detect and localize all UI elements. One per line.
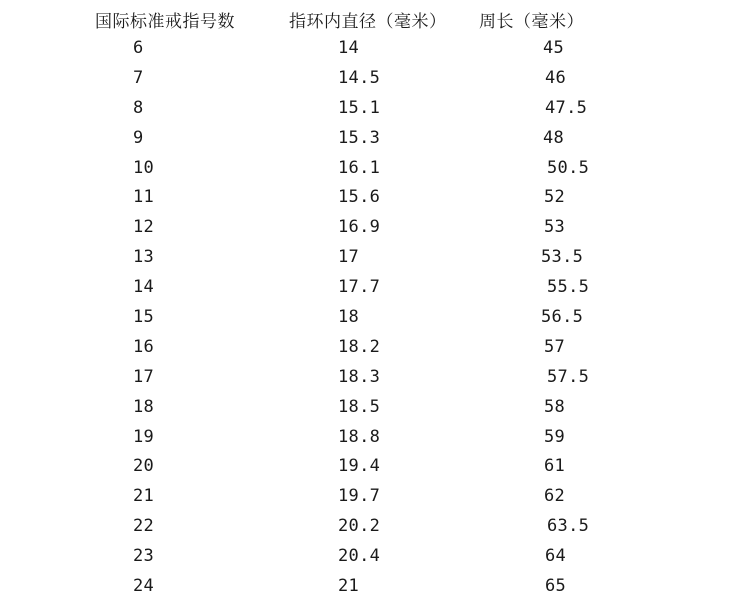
cell-circumference: 62 xyxy=(544,486,566,507)
table-row xyxy=(0,217,750,247)
cell-inner-diameter: 15.3 xyxy=(338,127,381,148)
cell-inner-diameter: 15.1 xyxy=(338,97,381,118)
cell-inner-diameter: 20.2 xyxy=(338,516,381,537)
table-row xyxy=(0,367,750,397)
cell-ring-size: 14 xyxy=(133,277,155,298)
cell-inner-diameter: 17.7 xyxy=(338,277,381,298)
cell-ring-size: 21 xyxy=(133,486,155,507)
cell-ring-size: 9 xyxy=(133,127,144,148)
table-row xyxy=(0,187,750,217)
cell-ring-size: 13 xyxy=(133,247,155,268)
table-row xyxy=(0,516,750,546)
header-circumference: 周长（毫米） xyxy=(479,12,584,32)
cell-ring-size: 16 xyxy=(133,336,155,357)
cell-circumference: 45 xyxy=(543,38,565,58)
table-row xyxy=(0,68,750,98)
cell-ring-size: 8 xyxy=(133,97,144,118)
cell-ring-size: 6 xyxy=(133,38,144,58)
table-row xyxy=(0,576,750,606)
table-row xyxy=(0,307,750,337)
cell-circumference: 50.5 xyxy=(547,157,590,178)
cell-ring-size: 20 xyxy=(133,456,155,477)
cell-circumference: 46 xyxy=(545,67,567,88)
table-row xyxy=(0,397,750,427)
table-row xyxy=(0,486,750,516)
cell-circumference: 53 xyxy=(544,217,566,238)
cell-ring-size: 24 xyxy=(133,576,155,597)
cell-inner-diameter: 14 xyxy=(338,38,360,58)
cell-circumference: 52 xyxy=(544,187,566,208)
cell-circumference: 48 xyxy=(543,127,565,148)
cell-ring-size: 18 xyxy=(133,396,155,417)
cell-inner-diameter: 17 xyxy=(338,247,360,268)
cell-circumference: 53.5 xyxy=(541,247,584,268)
cell-inner-diameter: 18.3 xyxy=(338,366,381,387)
cell-ring-size: 17 xyxy=(133,366,155,387)
cell-circumference: 63.5 xyxy=(547,516,590,537)
cell-circumference: 64 xyxy=(545,546,567,567)
cell-circumference: 58 xyxy=(544,396,566,417)
cell-inner-diameter: 18.8 xyxy=(338,426,381,447)
table-row xyxy=(0,158,750,188)
cell-ring-size: 12 xyxy=(133,217,155,238)
cell-ring-size: 11 xyxy=(133,187,155,208)
cell-inner-diameter: 18 xyxy=(338,307,360,328)
cell-circumference: 65 xyxy=(545,576,567,597)
cell-inner-diameter: 18.5 xyxy=(338,396,381,417)
cell-ring-size: 23 xyxy=(133,546,155,567)
cell-ring-size: 22 xyxy=(133,516,155,537)
cell-circumference: 55.5 xyxy=(547,277,590,298)
cell-ring-size: 10 xyxy=(133,157,155,178)
table-row xyxy=(0,456,750,486)
table-body xyxy=(0,38,750,606)
table-row xyxy=(0,546,750,576)
cell-inner-diameter: 16.9 xyxy=(338,217,381,238)
cell-ring-size: 19 xyxy=(133,426,155,447)
cell-circumference: 47.5 xyxy=(545,97,588,118)
cell-inner-diameter: 20.4 xyxy=(338,546,381,567)
table-row xyxy=(0,277,750,307)
cell-circumference: 57 xyxy=(544,336,566,357)
cell-inner-diameter: 19.7 xyxy=(338,486,381,507)
table-row xyxy=(0,247,750,277)
cell-circumference: 57.5 xyxy=(547,366,590,387)
cell-inner-diameter: 18.2 xyxy=(338,336,381,357)
cell-circumference: 61 xyxy=(544,456,566,477)
table-row xyxy=(0,427,750,457)
cell-inner-diameter: 21 xyxy=(338,576,360,597)
table-row xyxy=(0,98,750,128)
cell-ring-size: 7 xyxy=(133,67,144,88)
table-row xyxy=(0,128,750,158)
cell-circumference: 56.5 xyxy=(541,307,584,328)
cell-inner-diameter: 16.1 xyxy=(338,157,381,178)
cell-inner-diameter: 15.6 xyxy=(338,187,381,208)
table-row xyxy=(0,337,750,367)
header-inner-diameter: 指环内直径（毫米） xyxy=(289,12,447,32)
table-header xyxy=(0,7,750,31)
cell-circumference: 59 xyxy=(544,426,566,447)
cell-inner-diameter: 14.5 xyxy=(338,67,381,88)
header-ring-size: 国际标准戒指号数 xyxy=(95,12,235,32)
table-row xyxy=(0,38,750,68)
cell-ring-size: 15 xyxy=(133,307,155,328)
cell-inner-diameter: 19.4 xyxy=(338,456,381,477)
